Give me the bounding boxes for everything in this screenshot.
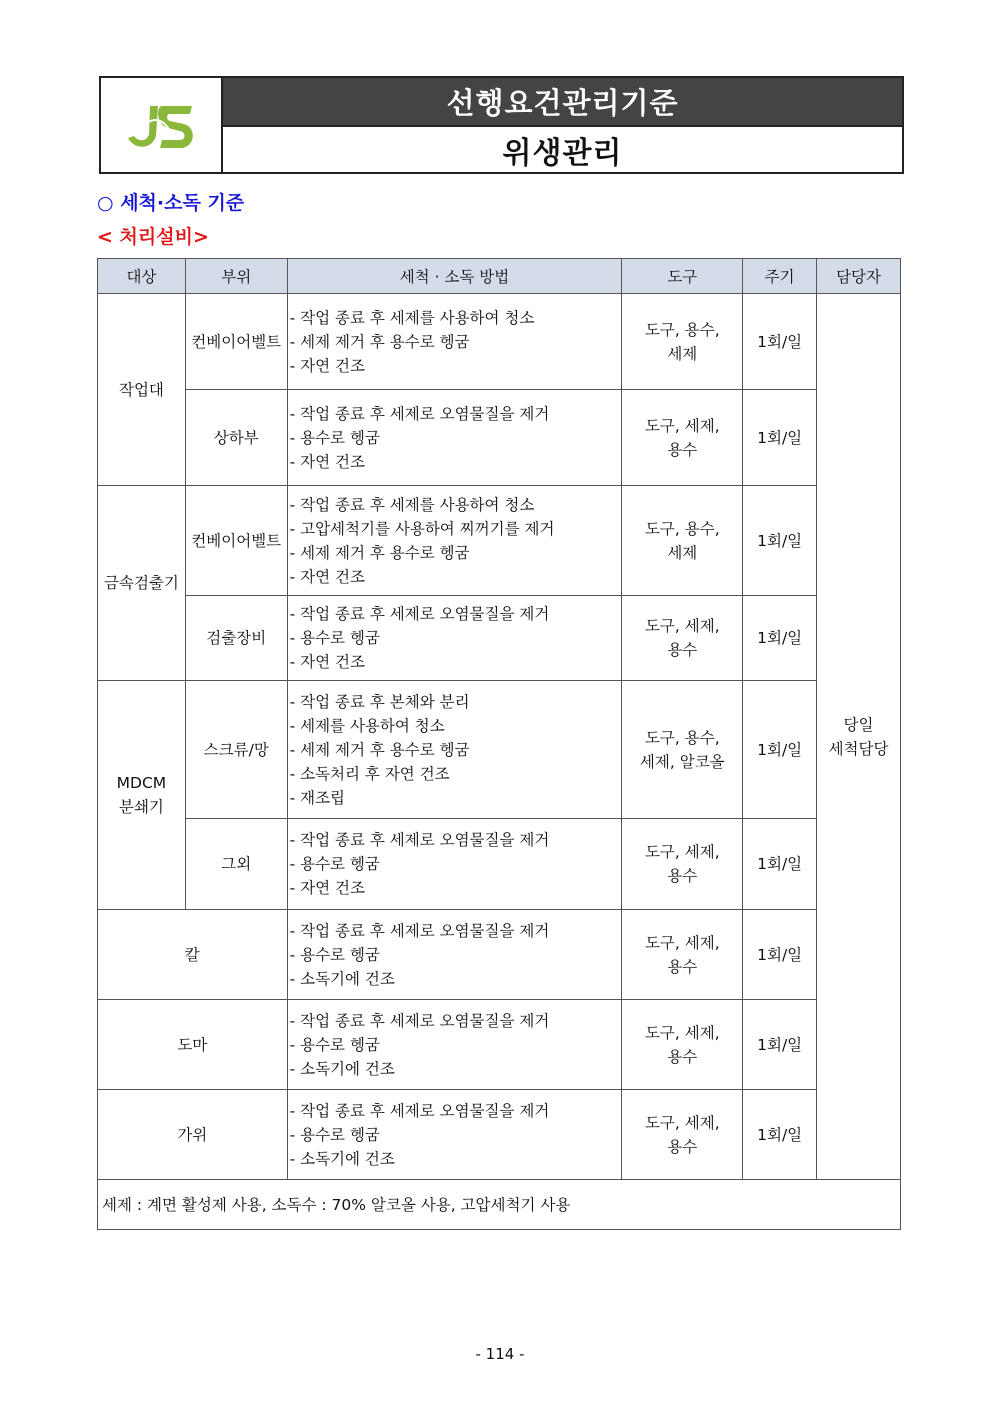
tools-line: 세제, 알코올: [639, 752, 725, 771]
manager-line: 당일: [843, 715, 874, 734]
part-cell: 상하부: [185, 390, 287, 486]
target-cell: 도마: [98, 1000, 288, 1090]
table-header-row: [98, 259, 901, 294]
doc-subtitle: 위생관리: [223, 127, 902, 172]
table-row: [98, 596, 901, 681]
method-cell: [287, 910, 622, 1000]
tools-line: 용수: [667, 1137, 698, 1156]
tools-cell: [622, 486, 743, 596]
col-header-cycle: 주기: [743, 259, 817, 294]
table-row: [98, 390, 901, 486]
method-line: - 재조립: [289, 788, 346, 807]
cycle-cell: 1회/일: [743, 486, 817, 596]
method-line: - 작업 종료 후 세제를 사용하여 청소: [289, 308, 535, 327]
table-row: [98, 1090, 901, 1180]
method-line: - 용수로 헹굼: [289, 945, 380, 964]
cycle-cell: 1회/일: [743, 596, 817, 681]
tools-line: 세제: [667, 543, 698, 562]
note-row: [98, 1180, 901, 1230]
method-line: - 소독기에 건조: [289, 1149, 395, 1168]
method-line: - 자연 건조: [289, 452, 365, 471]
method-cell: [287, 390, 622, 486]
tools-cell: [622, 596, 743, 681]
tools-cell: [622, 1000, 743, 1090]
cycle-cell: 1회/일: [743, 294, 817, 390]
col-header-target: 대상: [98, 259, 186, 294]
cycle-cell: 1회/일: [743, 1090, 817, 1180]
method-cell: [287, 486, 622, 596]
logo-icon: [122, 94, 200, 156]
part-cell: 스크류/망: [185, 681, 287, 819]
document-header: [99, 76, 904, 174]
cycle-cell: 1회/일: [743, 1000, 817, 1090]
method-line: - 용수로 헹굼: [289, 855, 380, 873]
target-cell: 작업대: [98, 294, 186, 486]
tools-line: 도구, 용수,: [644, 728, 720, 747]
tools-line: 도구, 용수,: [644, 519, 720, 538]
method-line: - 작업 종료 후 세제로 오염물질을 제거: [289, 831, 550, 849]
col-header-part: 부위: [185, 259, 287, 294]
tools-cell: [622, 681, 743, 819]
col-header-manager: 담당자: [817, 259, 901, 294]
method-line: - 작업 종료 후 세제로 오염물질을 제거: [289, 1101, 550, 1120]
method-line: - 용수로 헹굼: [289, 629, 380, 647]
method-line: - 세제를 사용하여 청소: [289, 716, 445, 735]
tools-line: 도구, 세제,: [644, 1113, 720, 1132]
method-line: - 자연 건조: [289, 567, 365, 586]
target-line: 분쇄기: [118, 798, 164, 816]
cleaning-standard-table: [97, 258, 901, 1230]
target-line: MDCM: [116, 774, 167, 792]
method-line: - 작업 종료 후 세제로 오염물질을 제거: [289, 605, 550, 623]
target-cell: 가위: [98, 1090, 288, 1180]
part-cell: 컨베이어벨트: [185, 486, 287, 596]
cycle-cell: 1회/일: [743, 910, 817, 1000]
tools-line: 용수: [667, 641, 698, 659]
doc-title: 선행요건관리기준: [223, 78, 902, 127]
method-cell: [287, 681, 622, 819]
tools-line: 용수: [667, 867, 698, 885]
tools-line: 도구, 세제,: [644, 416, 720, 435]
method-line: - 소독기에 건조: [289, 1059, 395, 1078]
method-cell: [287, 1000, 622, 1090]
table-row: [98, 910, 901, 1000]
method-cell: [287, 294, 622, 390]
col-header-method: 세척 · 소독 방법: [287, 259, 622, 294]
method-cell: [287, 1090, 622, 1180]
page-number: - 114 -: [475, 1345, 525, 1363]
company-logo: [101, 78, 223, 172]
tools-line: 세제: [667, 344, 698, 363]
target-cell: [98, 681, 186, 910]
tools-cell: [622, 294, 743, 390]
target-cell: 금속검출기: [98, 486, 186, 681]
method-line: - 작업 종료 후 세제를 사용하여 청소: [289, 495, 535, 514]
table-row: [98, 819, 901, 910]
tools-line: 용수: [667, 1047, 698, 1066]
tools-cell: [622, 910, 743, 1000]
method-line: - 작업 종료 후 세제로 오염물질을 제거: [289, 1011, 550, 1030]
part-cell: 컨베이어벨트: [185, 294, 287, 390]
method-line: - 세제 제거 후 용수로 헹굼: [289, 332, 470, 351]
part-cell: 그외: [185, 819, 287, 910]
table-row: [98, 1000, 901, 1090]
tools-cell: [622, 1090, 743, 1180]
method-line: - 자연 건조: [289, 356, 365, 375]
col-header-tools: 도구: [622, 259, 743, 294]
tools-line: 용수: [667, 957, 698, 976]
tools-line: 도구, 세제,: [644, 617, 720, 635]
method-line: - 용수로 헹굼: [289, 1125, 380, 1144]
tools-line: 도구, 용수,: [644, 320, 720, 339]
method-line: - 소독처리 후 자연 건조: [289, 764, 450, 783]
table-row: [98, 681, 901, 819]
tools-line: 도구, 세제,: [644, 843, 720, 861]
table-row: [98, 294, 901, 390]
section-subtitle: < 처리설비>: [97, 226, 209, 248]
method-line: - 용수로 헹굼: [289, 428, 380, 447]
method-line: - 자연 건조: [289, 879, 365, 897]
cycle-cell: 1회/일: [743, 390, 817, 486]
method-line: - 자연 건조: [289, 653, 365, 671]
cycle-cell: 1회/일: [743, 819, 817, 910]
method-cell: [287, 819, 622, 910]
tools-cell: [622, 819, 743, 910]
target-cell: 칼: [98, 910, 288, 1000]
table-row: [98, 486, 901, 596]
method-cell: [287, 596, 622, 681]
part-cell: 검출장비: [185, 596, 287, 681]
section-title: ○ 세척·소독 기준: [97, 192, 245, 214]
method-line: - 세제 제거 후 용수로 헹굼: [289, 543, 470, 562]
tools-line: 도구, 세제,: [644, 1023, 720, 1042]
method-line: - 고압세척기를 사용하여 찌꺼기를 제거: [289, 519, 555, 538]
method-line: - 작업 종료 후 본체와 분리: [289, 692, 470, 711]
method-line: - 소독기에 건조: [289, 969, 395, 988]
method-line: - 작업 종료 후 세제로 오염물질을 제거: [289, 921, 550, 940]
manager-cell: [817, 294, 901, 1180]
table-note: 세제 : 계면 활성제 사용, 소독수 : 70% 알코올 사용, 고압세척기 사용: [98, 1180, 901, 1230]
cycle-cell: 1회/일: [743, 681, 817, 819]
method-line: - 용수로 헹굼: [289, 1035, 380, 1054]
method-line: - 작업 종료 후 세제로 오염물질을 제거: [289, 404, 550, 423]
manager-line: 세척담당: [828, 739, 889, 758]
method-line: - 세제 제거 후 용수로 헹굼: [289, 740, 470, 759]
tools-line: 도구, 세제,: [644, 933, 720, 952]
tools-cell: [622, 390, 743, 486]
tools-line: 용수: [667, 440, 698, 459]
